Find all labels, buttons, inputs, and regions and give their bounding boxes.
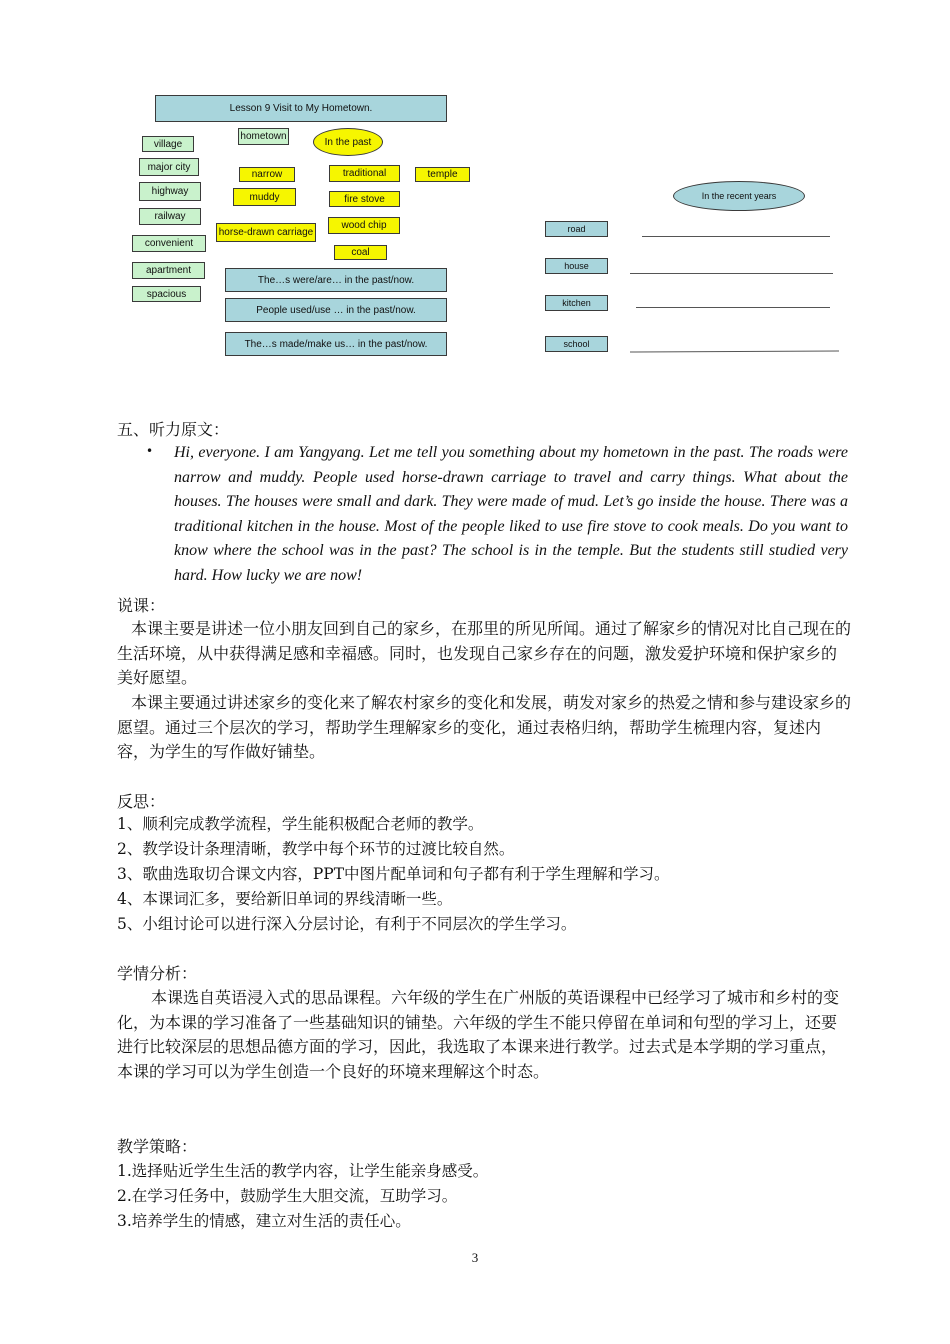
answer-line-school [630,350,839,352]
listening-heading: 五、听力原文： [117,420,230,439]
bullet-icon: • [146,444,154,458]
recent-box-school: school [545,336,608,352]
word-box-traditional: traditional [329,165,400,182]
word-box-fire-stove: fire stove [329,191,400,207]
word-box-spacious: spacious [132,286,201,302]
shuoke-heading: 说课： [117,596,166,615]
shuoke-paragraph-1: 本课主要是讲述一位小朋友回到自己的家乡，在那里的所见所闻。通过了解家乡的情况对比自己现在的生活环境，从中获得满足感和幸福感。同时，也发现自己家乡存在的问题，激发爱护环境和保护家乡的美好愿望。 [117,619,852,687]
word-box-village: village [142,136,194,152]
recent-box-kitchen: kitchen [545,295,608,311]
listening-script: Hi, everyone. I am Yangyang. Let me tell you something about my hometown in the past. The roads were narrow and muddy. People used horse-drawn carriage to travel and carry things. What about the houses. The houses were small and dark. They were made of mud. Let’s go inside the house. There was a traditional kitchen in the house. Most of the people liked to use fire stove to cook meals. Do you want to know where the school was in the past? The school is in the temple. But the students still studied very hard. How lucky we are now! [174,444,848,584]
fansi-item-1: 1、顺利完成教学流程，学生能积极配合老师的教学。 [117,815,484,833]
in-recent-years-oval: In the recent years [673,181,805,211]
page-number: 3 [471,1250,479,1265]
word-box-narrow: narrow [239,167,295,182]
xueqing-heading: 学情分析： [117,964,198,983]
word-box-convenient: convenient [132,235,206,252]
word-box-horse-drawn-carriage: horse-drawn carriage [216,223,316,242]
recent-box-road: road [545,221,608,237]
fansi-item-3: 3、歌曲选取切合课文内容，PPT中图片配单词和句子都有利于学生理解和学习。 [117,865,670,883]
lesson-title-box: Lesson 9 Visit to My Hometown. [155,95,447,122]
word-box-railway: railway [139,208,201,225]
word-box-wood-chip: wood chip [328,217,400,234]
word-box-hometown: hometown [238,128,289,145]
sentence-box-2: People used/use … in the past/now. [225,298,447,322]
celue-heading: 教学策略： [117,1137,198,1156]
answer-line-road [642,236,830,237]
answer-line-house [630,273,833,274]
sentence-box-1: The…s were/are… in the past/now. [225,268,447,292]
word-box-coal: coal [334,245,387,260]
word-box-apartment: apartment [132,262,205,279]
word-box-major-city: major city [139,158,199,176]
shuoke-paragraph-2: 本课主要通过讲述家乡的变化来了解农村家乡的变化和发展，萌发对家乡的热爱之情和参与建设家乡的愿望。通过三个层次的学习，帮助学生理解家乡的变化，通过表格归纳，帮助学生梳理内容，复述内容，为学生的写作做好铺垫。 [117,693,852,761]
fansi-heading: 反思： [117,792,166,811]
fansi-item-2: 2、教学设计条理清晰，教学中每个环节的过渡比较自然。 [117,840,515,858]
fansi-item-4: 4、本课词汇多，要给新旧单词的界线清晰一些。 [117,890,453,908]
celue-item-2: 2.在学习任务中，鼓励学生大胆交流，互助学习。 [117,1187,458,1205]
word-box-muddy: muddy [233,188,296,206]
recent-box-house: house [545,258,608,274]
answer-line-kitchen [636,307,830,308]
word-box-temple: temple [415,167,470,182]
word-box-highway: highway [139,182,201,201]
sentence-box-3: The…s made/make us… in the past/now. [225,332,447,356]
fansi-item-5: 5、小组讨论可以进行深入分层讨论，有利于不同层次的学生学习。 [117,915,577,933]
celue-item-3: 3.培养学生的情感，建立对生活的责任心。 [117,1212,411,1230]
xueqing-paragraph: 本课选自英语浸入式的思品课程。六年级的学生在广州版的英语课程中已经学习了城市和乡村的变化，为本课的学习准备了一些基础知识的铺垫。六年级的学生不能只停留在单词和句型的学习上，还要进行比较深层的思想品德方面的学习，因此，我选取了本课来进行教学。过去式是本学期的学习重点，本课的学习可以为学生创造一个良好的环境来理解这个时态。 [117,988,840,1081]
celue-item-1: 1.选择贴近学生生活的教学内容，让学生能亲身感受。 [117,1162,489,1180]
in-the-past-oval: In the past [313,128,383,156]
